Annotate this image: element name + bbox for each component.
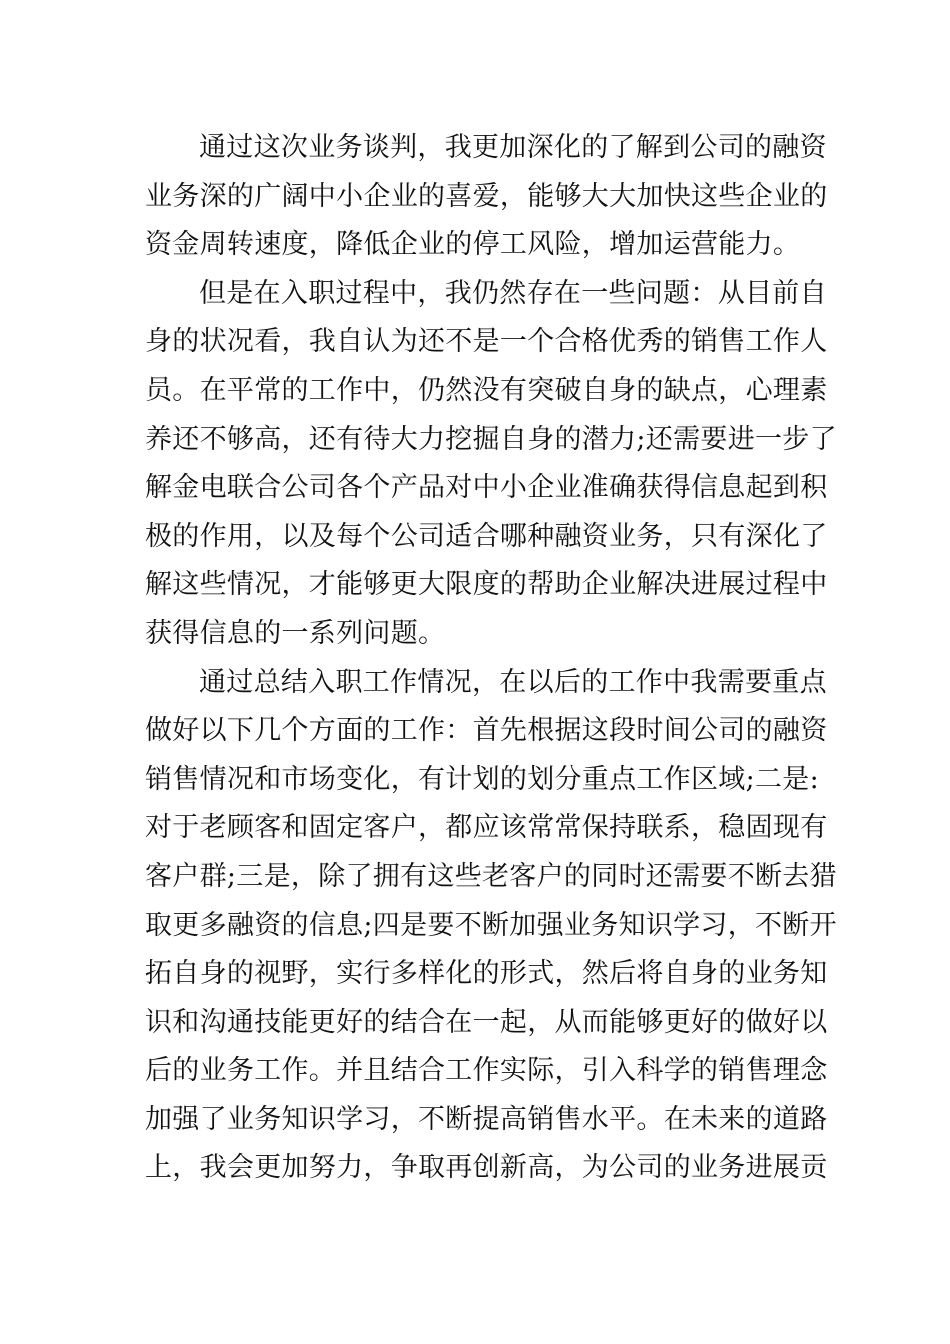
paragraph-3-line-10: 加强了业务知识学习，不断提高销售水平。在未来的道路 xyxy=(145,1103,828,1135)
paragraph-1-line-1: 通过这次业务谈判，我更加深化的了解到公司的融资 xyxy=(199,132,827,163)
paragraph-3-line-6: 取更多融资的信息;四是要不断加强业务知识学习，不断开 xyxy=(145,909,837,941)
paragraph-3-line-7: 拓自身的视野，实行多样化的形式，然后将自身的业务知 xyxy=(145,958,828,990)
paragraph-1-line-2: 业务深的广阔中小企业的喜爱，能够大大加快这些企业的 xyxy=(145,180,828,212)
paragraph-2-line-5: 解金电联合公司各个产品对中小企业准确获得信息起到积 xyxy=(145,472,828,504)
paragraph-3-line-5: 客户群;三是，除了拥有这些老客户的同时还需要不断去猎 xyxy=(145,860,837,892)
paragraph-3-line-3: 销售情况和市场变化，有计划的划分重点工作区域;二是: xyxy=(145,763,819,795)
paragraph-1-line-3: 资金周转速度，降低企业的停工风险，增加运营能力。 xyxy=(145,229,801,261)
document-body-text xyxy=(145,124,837,1193)
paragraph-3-line-1: 通过总结入职工作情况，在以后的工作中我需要重点 xyxy=(199,666,827,698)
paragraph-2-line-6: 极的作用，以及每个公司适合哪种融资业务，只有深化了 xyxy=(145,520,828,552)
paragraph-3-line-9: 后的业务工作。并且结合工作实际，引入科学的销售理念 xyxy=(145,1055,828,1087)
paragraph-2-line-3: 员。在平常的工作中，仍然没有突破自身的缺点，心理素 xyxy=(145,374,828,406)
paragraph-3-line-2: 做好以下几个方面的工作：首先根据这段时间公司的融资 xyxy=(145,715,828,747)
paragraph-3-line-8: 识和沟通技能更好的结合在一起，从而能够更好的做好以 xyxy=(145,1006,828,1038)
paragraph-2-line-4: 养还不够高，还有待大力挖掘自身的潜力;还需要进一步了 xyxy=(145,423,837,455)
paragraph-2-line-7: 解这些情况，才能够更大限度的帮助企业解决进展过程中 xyxy=(145,569,828,601)
paragraph-2-line-2: 身的状况看，我自认为还不是一个合格优秀的销售工作人 xyxy=(145,326,828,358)
paragraph-3-line-11: 上，我会更加努力，争取再创新高，为公司的业务进展贡 xyxy=(145,1152,828,1184)
paragraph-3-line-4: 对于老顾客和固定客户，都应该常常保持联系，稳固现有 xyxy=(145,812,828,844)
paragraph-2-line-8: 获得信息的一系列问题。 xyxy=(145,617,446,649)
paragraph-2-line-1: 但是在入职过程中，我仍然存在一些问题：从目前自 xyxy=(199,277,827,309)
